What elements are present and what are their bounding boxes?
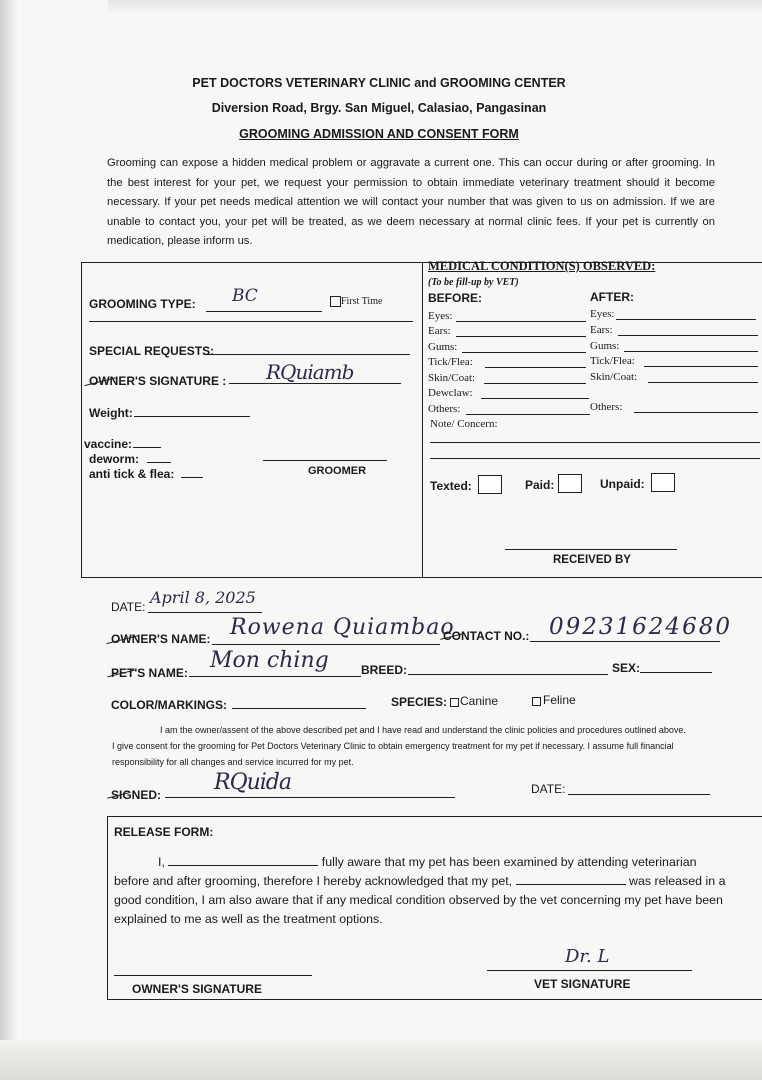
column-divider bbox=[422, 262, 423, 578]
before-item-label: Tick/Flea: bbox=[428, 356, 473, 368]
special-requests-label: SPECIAL REQUESTS: bbox=[89, 344, 215, 358]
release-title: RELEASE FORM: bbox=[114, 825, 214, 839]
before-item-field[interactable] bbox=[456, 336, 586, 337]
paid-label: Paid: bbox=[525, 478, 555, 492]
signed-label: SIGNED: bbox=[111, 788, 162, 802]
breed-field[interactable] bbox=[408, 674, 608, 675]
feline-checkbox[interactable] bbox=[532, 697, 541, 706]
anti-tick-label: anti tick & flea: bbox=[89, 467, 175, 481]
release-line2-text: before and after grooming, therefore I hereby acknowledged that my pet, bbox=[114, 874, 513, 888]
before-item-field[interactable] bbox=[456, 321, 586, 322]
received-by-line[interactable] bbox=[505, 549, 677, 550]
vet-signature-label: VET SIGNATURE bbox=[534, 977, 631, 991]
owners-name-label: OWNER'S NAME: bbox=[111, 632, 211, 646]
special-requests-field[interactable] bbox=[204, 354, 410, 355]
before-item-label: Dewclaw: bbox=[428, 387, 473, 399]
after-item-label: Ears: bbox=[590, 324, 613, 336]
release-line-1 bbox=[114, 852, 762, 873]
note-line-2[interactable] bbox=[430, 458, 760, 459]
color-markings-label: COLOR/MARKINGS: bbox=[111, 698, 227, 712]
first-time-label: First Time bbox=[341, 296, 383, 307]
before-item-label: Eyes: bbox=[428, 310, 453, 322]
canine-label: Canine bbox=[460, 694, 499, 708]
release-line-2 bbox=[114, 871, 762, 892]
weight-label: Weight: bbox=[89, 406, 133, 420]
before-label: BEFORE: bbox=[428, 291, 482, 305]
texted-checkbox[interactable] bbox=[478, 475, 502, 494]
release-i: I, bbox=[158, 855, 165, 869]
texted-label: Texted: bbox=[430, 479, 472, 493]
contact-label: CONTACT NO.: bbox=[443, 629, 530, 643]
grooming-type-label: GROOMING TYPE: bbox=[89, 297, 196, 311]
date-label: DATE: bbox=[111, 600, 146, 614]
owners-name-value: Rowena Quiambao bbox=[230, 615, 455, 640]
owners-signature-label: OWNER'S SIGNATURE : bbox=[89, 374, 227, 388]
pets-name-field[interactable] bbox=[189, 676, 361, 677]
before-item-field[interactable] bbox=[466, 414, 590, 415]
after-item-field[interactable] bbox=[618, 335, 758, 336]
medical-title: MEDICAL CONDITION(S) OBSERVED: bbox=[428, 259, 656, 273]
intro-paragraph: Grooming can expose a hidden medical problem or aggravate a current one. This can occur during or after grooming. In the best interest for your pet, we request your permission to obtain immediate veterinary treatment should it become necessary. If your pet needs medical attention we will contact your number that was given to us on admission. If we are unable to contact you, your pet will be treated, as we deem necessary at normal clinic fees. If your pet is currently on medication, please inform us. bbox=[107, 157, 715, 248]
before-item-field[interactable] bbox=[485, 367, 586, 368]
paid-checkbox[interactable] bbox=[558, 474, 582, 493]
canine-checkbox[interactable] bbox=[450, 698, 459, 707]
release-owner-sign-line[interactable] bbox=[114, 975, 312, 976]
pets-name-label: PET'S NAME: bbox=[111, 666, 188, 680]
date-field[interactable] bbox=[148, 612, 262, 613]
color-markings-field[interactable] bbox=[232, 708, 366, 709]
after-item-field[interactable] bbox=[648, 382, 758, 383]
pets-name-value: Mon ching bbox=[210, 648, 329, 673]
after-item-field[interactable] bbox=[616, 319, 756, 320]
after-item-field[interactable] bbox=[624, 351, 758, 352]
signed-field[interactable] bbox=[165, 797, 455, 798]
after-label: AFTER: bbox=[590, 290, 634, 304]
release-owner-signature-label: OWNER'S SIGNATURE bbox=[132, 982, 262, 996]
grooming-extra-line[interactable] bbox=[89, 321, 413, 322]
date2-field[interactable] bbox=[568, 794, 710, 795]
before-item-field[interactable] bbox=[484, 383, 586, 384]
release-line2-end: was released in a bbox=[629, 874, 726, 888]
date2-label: DATE: bbox=[531, 782, 566, 796]
vaccine-label: vaccine: bbox=[84, 437, 133, 451]
paper-bottom-shadow bbox=[0, 1040, 762, 1080]
species-label: SPECIES: bbox=[391, 695, 448, 709]
form-title: GROOMING ADMISSION AND CONSENT FORM bbox=[239, 127, 519, 141]
release-line1-text: fully aware that my pet has been examined by attending veterinarian bbox=[321, 855, 697, 869]
clinic-address: Diversion Road, Brgy. San Miguel, Calasiao, Pangasinan bbox=[211, 101, 547, 115]
release-name-field[interactable] bbox=[168, 853, 318, 866]
release-line-3: good condition, I am also aware that if any medical condition observed by the vet concerning my pet have been bbox=[114, 893, 723, 907]
before-item-label: Ears: bbox=[428, 325, 451, 337]
consent-line-3: responsibility for all changes and service incurred for my pet. bbox=[112, 757, 354, 767]
breed-label: BREED: bbox=[361, 663, 408, 677]
unpaid-label: Unpaid: bbox=[600, 477, 645, 491]
after-item-label: Tick/Flea: bbox=[590, 355, 635, 367]
after-item-label: Eyes: bbox=[590, 308, 615, 320]
before-item-field[interactable] bbox=[462, 352, 586, 353]
vet-signature-value: Dr. L bbox=[565, 946, 610, 967]
anti-tick-field[interactable] bbox=[181, 477, 203, 478]
before-item-label: Others: bbox=[428, 403, 461, 415]
consent-line-1: I am the owner/assent of the above described pet and I have read and understand the clinic policies and procedures outlined above. bbox=[160, 725, 686, 735]
owners-name-field[interactable] bbox=[212, 644, 440, 645]
deworm-field[interactable] bbox=[147, 462, 171, 463]
note-line-1[interactable] bbox=[430, 442, 760, 443]
grooming-type-value: BC bbox=[232, 286, 258, 306]
paper-top-edge bbox=[108, 0, 762, 14]
before-item-field[interactable] bbox=[481, 398, 589, 399]
after-item-label: Gums: bbox=[590, 340, 620, 352]
unpaid-checkbox[interactable] bbox=[651, 473, 675, 492]
before-item-label: Skin/Coat: bbox=[428, 372, 476, 384]
groomer-label: GROOMER bbox=[308, 465, 367, 477]
vet-sign-line[interactable] bbox=[487, 970, 692, 971]
consent-line-2: I give consent for the grooming for Pet Doctors Veterinary Clinic to obtain emergency treatment for my pet if necessary. I assume full financial bbox=[112, 741, 674, 751]
after-item-label: Skin/Coat: bbox=[590, 371, 638, 383]
date-value: April 8, 2025 bbox=[150, 588, 256, 607]
medical-subtitle: (To be fill-up by VET) bbox=[428, 277, 519, 288]
signed-value: RQuida bbox=[214, 770, 292, 795]
grooming-type-field[interactable] bbox=[206, 311, 322, 312]
before-item-label: Gums: bbox=[428, 341, 458, 353]
groomer-sign-line[interactable] bbox=[263, 460, 387, 461]
after-item-field[interactable] bbox=[634, 412, 758, 413]
clinic-name: PET DOCTORS VETERINARY CLINIC and GROOMING CENTER bbox=[192, 76, 566, 90]
contact-field[interactable] bbox=[530, 641, 720, 642]
received-by-label: RECEIVED BY bbox=[553, 554, 631, 566]
first-time-checkbox[interactable] bbox=[330, 296, 341, 307]
after-item-label: Others: bbox=[590, 401, 623, 413]
vaccine-field[interactable] bbox=[133, 447, 161, 448]
weight-field[interactable] bbox=[134, 416, 250, 417]
release-line-4: explained to me as well as the treatment options. bbox=[114, 912, 383, 926]
sex-field[interactable] bbox=[640, 672, 712, 673]
note-label: Note/ Concern: bbox=[430, 418, 498, 430]
release-pet-field[interactable] bbox=[516, 872, 626, 885]
feline-label: Feline bbox=[543, 693, 576, 707]
paper-edge bbox=[0, 0, 18, 1080]
after-item-field[interactable] bbox=[644, 366, 758, 367]
contact-value: 09231624680 bbox=[549, 614, 732, 640]
owners-signature-value: RQuiamb bbox=[266, 360, 354, 384]
deworm-label: deworm: bbox=[89, 452, 140, 466]
sex-label: SEX: bbox=[612, 661, 641, 675]
